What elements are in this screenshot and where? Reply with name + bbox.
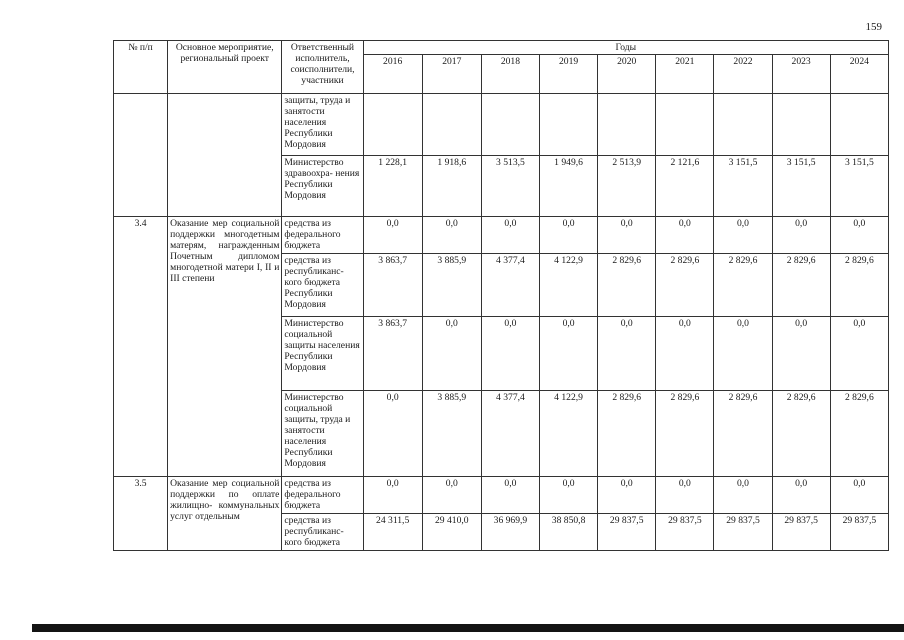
row-value: 2 121,6 [656, 156, 714, 217]
row-responsible: Министерство социальной защиты, труда и занятости населения Республики Мордовия [282, 391, 363, 477]
row-value: 0,0 [830, 217, 888, 254]
row-main-event: Оказание мер социальной поддержки многодетным матерям, награжденным Почетным дипломом многодетной матери I, II и III степени [168, 217, 282, 477]
row-value: 3 885,9 [422, 254, 481, 317]
row-value: 0,0 [772, 217, 830, 254]
row-value: 24 311,5 [363, 514, 422, 551]
row-value: 2 829,6 [772, 254, 830, 317]
row-value: 0,0 [714, 217, 772, 254]
row-value: 0,0 [598, 217, 656, 254]
row-value: 38 850,8 [540, 514, 598, 551]
header-year: 2024 [830, 55, 888, 94]
header-year: 2022 [714, 55, 772, 94]
row-value: 2 829,6 [830, 254, 888, 317]
row-responsible: средства из федерального бюджета [282, 217, 363, 254]
row-value: 0,0 [363, 477, 422, 514]
row-value: 0,0 [363, 391, 422, 477]
header-main-event: Основное мероприятие, региональный проект [168, 41, 282, 94]
row-value: 2 829,6 [598, 391, 656, 477]
row-value: 0,0 [422, 317, 481, 391]
budget-table [113, 40, 889, 551]
row-value: 0,0 [481, 317, 539, 391]
row-value: 3 863,7 [363, 317, 422, 391]
table-row [114, 94, 889, 156]
row-value: 29 837,5 [772, 514, 830, 551]
row-value: 29 410,0 [422, 514, 481, 551]
row-value: 2 829,6 [714, 391, 772, 477]
row-value: 4 122,9 [540, 391, 598, 477]
row-value: 4 377,4 [481, 391, 539, 477]
row-value: 4 122,9 [540, 254, 598, 317]
header-year: 2023 [772, 55, 830, 94]
row-value: 0,0 [772, 317, 830, 391]
header-years-label: Годы [363, 41, 888, 55]
row-value: 29 837,5 [830, 514, 888, 551]
row-value: 3 885,9 [422, 391, 481, 477]
row-value: 3 151,5 [830, 156, 888, 217]
row-value [714, 94, 772, 156]
row-value [481, 94, 539, 156]
row-value: 0,0 [363, 217, 422, 254]
row-value: 0,0 [772, 477, 830, 514]
page-number: 159 [865, 21, 882, 33]
row-value: 2 829,6 [656, 254, 714, 317]
row-responsible: средства из республиканс- кого бюджета Республики Мордовия [282, 254, 363, 317]
row-value: 0,0 [830, 317, 888, 391]
row-value: 2 829,6 [598, 254, 656, 317]
row-value: 3 151,5 [772, 156, 830, 217]
row-value [422, 94, 481, 156]
row-value: 2 829,6 [714, 254, 772, 317]
header-num: № п/п [114, 41, 168, 94]
row-value: 29 837,5 [598, 514, 656, 551]
header-year: 2017 [422, 55, 481, 94]
row-value: 0,0 [540, 217, 598, 254]
row-value: 0,0 [598, 317, 656, 391]
row-value: 0,0 [656, 217, 714, 254]
row-value: 3 863,7 [363, 254, 422, 317]
row-value: 0,0 [540, 477, 598, 514]
row-value: 29 837,5 [714, 514, 772, 551]
row-value: 2 513,9 [598, 156, 656, 217]
row-value: 29 837,5 [656, 514, 714, 551]
row-value: 0,0 [540, 317, 598, 391]
row-responsible: Министерство социальной защиты населения Республики Мордовия [282, 317, 363, 391]
row-responsible: средства из республиканс- кого бюджета [282, 514, 363, 551]
row-value: 3 151,5 [714, 156, 772, 217]
row-value: 2 829,6 [656, 391, 714, 477]
header-responsible: Ответственный исполнитель, соисполнители, участники [282, 41, 363, 94]
row-value: 36 969,9 [481, 514, 539, 551]
row-value: 0,0 [481, 217, 539, 254]
row-value: 3 513,5 [481, 156, 539, 217]
header-year: 2021 [656, 55, 714, 94]
row-value: 1 949,6 [540, 156, 598, 217]
row-value [772, 94, 830, 156]
row-value [363, 94, 422, 156]
header-year: 2020 [598, 55, 656, 94]
table-row [114, 217, 889, 254]
row-num: 3.4 [114, 217, 168, 477]
row-value: 0,0 [422, 217, 481, 254]
row-value: 0,0 [714, 477, 772, 514]
row-value: 1 228,1 [363, 156, 422, 217]
row-main-event: Оказание мер социальной поддержки по оплате жилищно- коммунальных услуг отдельным [168, 477, 282, 551]
row-value: 0,0 [422, 477, 481, 514]
row-responsible: средства из федерального бюджета [282, 477, 363, 514]
row-value: 2 829,6 [772, 391, 830, 477]
table-row [114, 477, 889, 514]
header-row [114, 41, 889, 55]
row-num [114, 94, 168, 217]
header-year: 2016 [363, 55, 422, 94]
header-year: 2018 [481, 55, 539, 94]
row-value: 2 829,6 [830, 391, 888, 477]
row-value: 0,0 [656, 477, 714, 514]
row-value [656, 94, 714, 156]
row-value: 0,0 [481, 477, 539, 514]
row-value [830, 94, 888, 156]
row-responsible: защиты, труда и занятости населения Республики Мордовия [282, 94, 363, 156]
row-value: 4 377,4 [481, 254, 539, 317]
row-value [540, 94, 598, 156]
row-responsible: Министерство здравоохра- нения Республики Мордовия [282, 156, 363, 217]
header-year: 2019 [540, 55, 598, 94]
scan-bottom-edge [32, 624, 904, 632]
row-main-event [168, 94, 282, 217]
row-value: 0,0 [656, 317, 714, 391]
row-value: 1 918,6 [422, 156, 481, 217]
row-num: 3.5 [114, 477, 168, 551]
row-value: 0,0 [830, 477, 888, 514]
row-value: 0,0 [598, 477, 656, 514]
row-value: 0,0 [714, 317, 772, 391]
row-value [598, 94, 656, 156]
